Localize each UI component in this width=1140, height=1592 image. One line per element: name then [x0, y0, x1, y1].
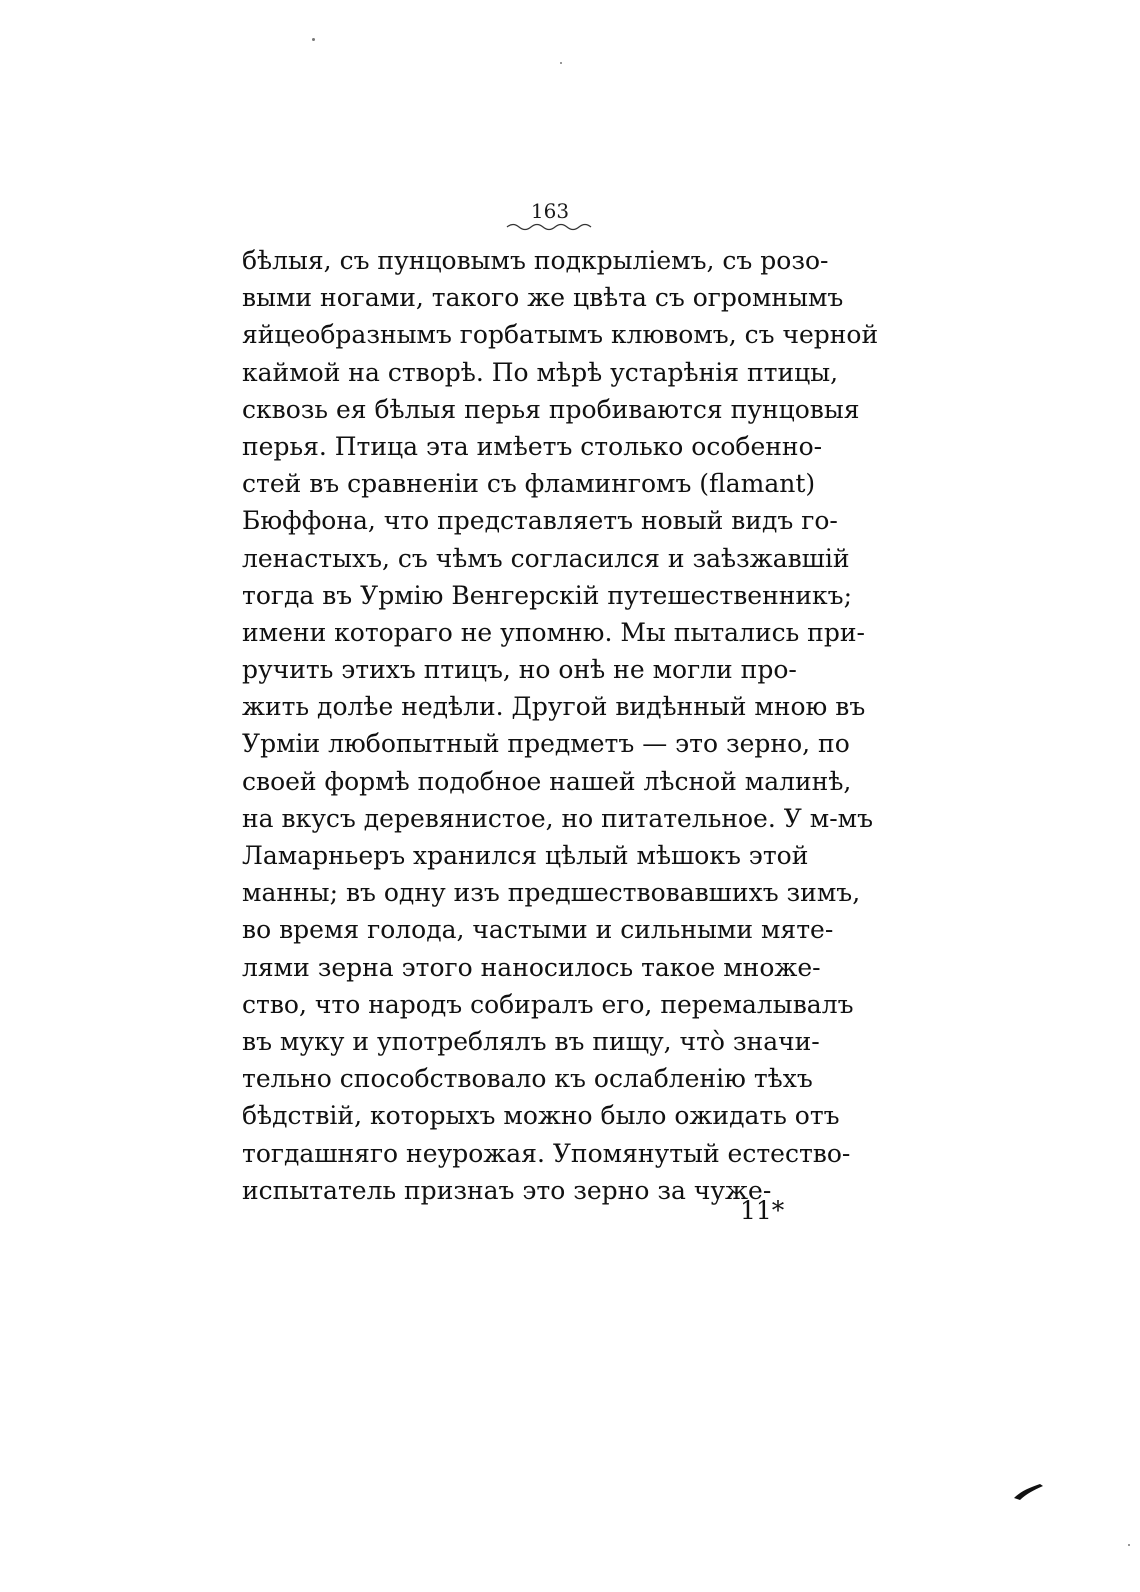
text-line: Ламарньеръ хранился цѣлый мѣшокъ этой: [242, 841, 809, 870]
text-line: перья. Птица эта имѣетъ столько особенно-: [242, 431, 823, 461]
text-line: жить долѣе недѣли. Другой видѣнный мною въ: [242, 692, 866, 722]
wavy-ornament: [505, 222, 595, 232]
dust-speck: [1128, 1544, 1130, 1546]
text-line: имени котораго не упомню. Мы пытались при-: [242, 617, 865, 647]
text-line: яйцеобразнымъ горбатымъ клювомъ, съ черной: [242, 320, 879, 350]
text-line: тогдашняго неурожая. Упомянутый естество-: [242, 1138, 851, 1168]
text-line: Урміи любопытный предметъ — это зерно, по: [242, 729, 850, 759]
body-text: [242, 242, 879, 1209]
page-number: 163: [530, 199, 570, 223]
text-line: ручить этихъ птицъ, но онѣ не могли про-: [242, 655, 797, 685]
text-line: каймой на створѣ. По мѣрѣ устарѣнія птицы,: [242, 357, 839, 387]
text-line: Бюффона, что представляетъ новый видъ го-: [242, 506, 838, 536]
text-line: стей въ сравненіи съ фламингомъ (flamant): [242, 469, 816, 499]
text-line: бѣдствій, которыхъ можно было ожидать отъ: [242, 1101, 840, 1131]
text-line: испытатель признаъ это зерно за чуже-: [242, 1175, 772, 1205]
text-line: выми ногами, такого же цвѣта съ огромнымъ: [242, 283, 844, 313]
signature-mark: 11*: [740, 1196, 785, 1225]
text-line: своей формѣ подобное нашей лѣсной малинѣ,: [242, 766, 852, 796]
dust-speck: [560, 62, 562, 64]
ink-blot: [1010, 1480, 1046, 1502]
text-line: ство, что народъ собиралъ его, перемалывалъ: [242, 989, 854, 1019]
dust-speck: [312, 38, 315, 41]
text-line: тельно способствовало къ ослабленію тѣхъ: [242, 1064, 813, 1094]
text-line: во время голода, частыми и сильными мяте-: [242, 915, 834, 945]
text-line: сквозь ея бѣлыя перья пробиваются пунцовыя: [242, 394, 860, 424]
text-line: бѣлыя, съ пунцовымъ подкрыліемъ, съ розо-: [242, 246, 829, 275]
text-line: на вкусъ деревянистое, но питательное. У м-мъ: [242, 803, 874, 833]
text-line: манны; въ одну изъ предшествовавшихъ зимъ,: [242, 878, 861, 908]
text-line: ленастыхъ, съ чѣмъ согласился и заѣзжавшій: [242, 543, 850, 573]
text-line: тогда въ Урмію Венгерскій путешественникъ;: [242, 580, 853, 610]
text-line: лями зерна этого наносилось такое множе-: [242, 952, 821, 982]
text-line: въ муку и употреблялъ въ пищу, что̀ значи-: [242, 1026, 820, 1056]
